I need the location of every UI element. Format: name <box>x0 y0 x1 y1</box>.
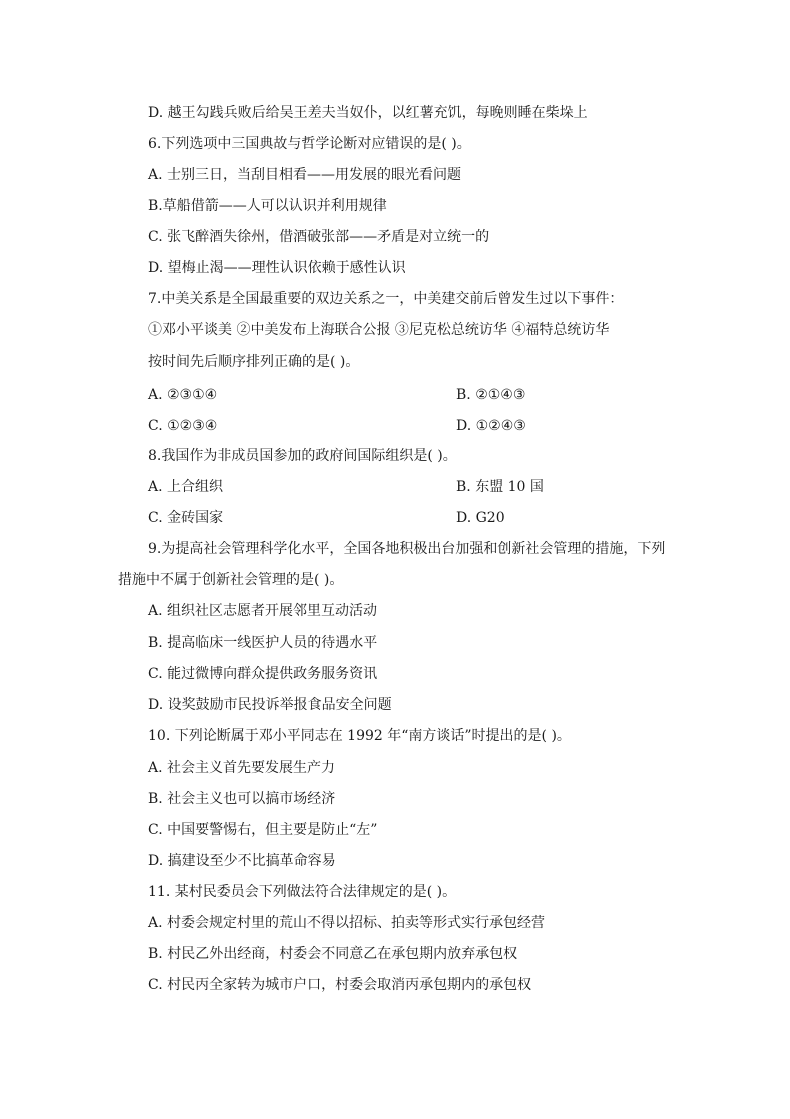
q11-option-b: B. 村民乙外出经商，村委会不同意乙在承包期内放弃承包权 <box>148 946 518 962</box>
q8-option-d: D. G20 <box>456 510 505 526</box>
q8-stem: 8.我国作为非成员国参加的政府间国际组织是( )。 <box>148 448 457 464</box>
q6-stem: 6.下列选项中三国典故与哲学论断对应错误的是( )。 <box>148 136 471 152</box>
q9-stem-continued: 措施中不属于创新社会管理的是( )。 <box>118 572 344 588</box>
q6-option-b: B.草船借箭——人可以认识并利用规律 <box>148 198 387 214</box>
q8-option-b: B. 东盟 10 国 <box>456 479 544 495</box>
q6-option-c: C. 张飞醉酒失徐州，借酒破张部——矛盾是对立统一的 <box>148 229 490 245</box>
q10-option-c: C. 中国要警惕右，但主要是防止“左” <box>148 822 378 838</box>
q8-option-c: C. 金砖国家 <box>148 510 224 526</box>
q7-option-b: B. ②①④③ <box>456 387 526 403</box>
q7-events: ①邓小平谈美 ②中美发布上海联合公报 ③尼克松总统访华 ④福特总统访华 <box>148 322 610 338</box>
q10-stem: 10. 下列论断属于邓小平同志在 1992 年“南方谈话”时提出的是( )。 <box>148 728 571 744</box>
q10-option-b: B. 社会主义也可以搞市场经济 <box>148 791 336 807</box>
q6-option-d: D. 望梅止渴——理性认识依赖于感性认识 <box>148 260 406 276</box>
q9-option-d: D. 设奖鼓励市民投诉举报食品安全问题 <box>148 697 392 713</box>
q7-option-a: A. ②③①④ <box>148 387 218 403</box>
q9-option-c: C. 能过微博向群众提供政务服务资讯 <box>148 666 378 682</box>
q9-option-a: A. 组织社区志愿者开展邻里互动活动 <box>148 603 378 619</box>
q5-option-d: D. 越王勾践兵败后给吴王差夫当奴仆，以红薯充饥，每晚则睡在柴垛上 <box>148 105 588 121</box>
q9-stem: 9.为提高社会管理科学化水平，全国各地积极出台加强和创新社会管理的措施，下列 <box>148 541 666 557</box>
q8-option-a: A. 上合组织 <box>148 479 224 495</box>
q11-option-a: A. 村委会规定村里的荒山不得以招标、拍卖等形式实行承包经营 <box>148 915 546 931</box>
q7-question: 按时间先后顺序排列正确的是( )。 <box>148 354 360 370</box>
q11-option-c: C. 村民丙全家转为城市户口，村委会取消丙承包期内的承包权 <box>148 977 532 993</box>
q7-option-d: D. ①②④③ <box>456 418 526 434</box>
q6-option-a: A. 士别三日，当刮目相看——用发展的眼光看问题 <box>148 167 462 183</box>
q9-option-b: B. 提高临床一线医护人员的待遇水平 <box>148 635 378 651</box>
q11-stem: 11. 某村民委员会下列做法符合法律规定的是( )。 <box>148 884 457 900</box>
q7-option-c: C. ①②③④ <box>148 418 218 434</box>
q10-option-a: A. 社会主义首先要发展生产力 <box>148 760 336 776</box>
q7-stem: 7.中美关系是全国最重要的双边关系之一，中美建交前后曾发生过以下事件： <box>148 291 624 307</box>
q10-option-d: D. 搞建设至少不比搞革命容易 <box>148 853 336 869</box>
